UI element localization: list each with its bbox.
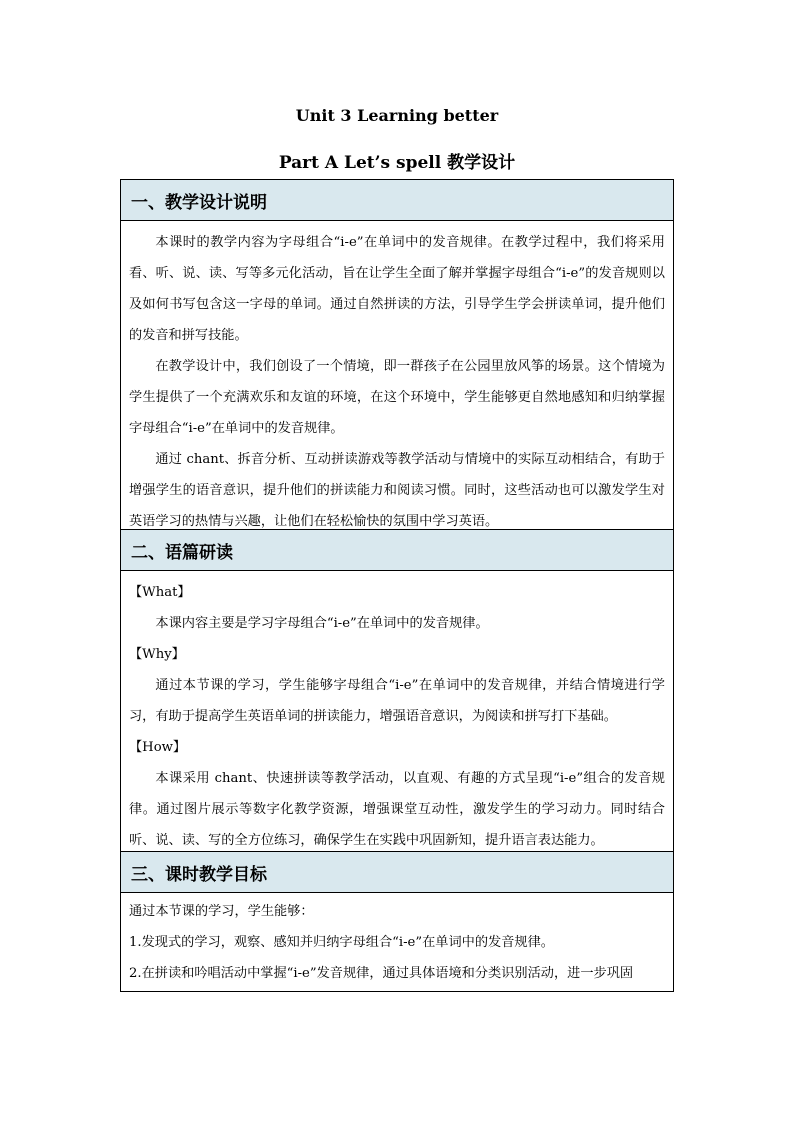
what-text: 本课内容主要是学习字母组合“i-e”在单词中的发音规律。 bbox=[155, 616, 489, 631]
lesson-plan-table bbox=[120, 179, 674, 992]
section-heading-objectives: 三、课时教学目标 bbox=[121, 851, 673, 893]
objective-item: 2.在拼读和吟唱活动中掌握“i-e”发音规律，通过具体语境和分类识别活动，进一步巩固 bbox=[129, 966, 634, 981]
document-subtitle: Part A Let’s spell 教学设计 bbox=[278, 153, 516, 173]
why-label: 【Why】 bbox=[129, 647, 185, 662]
why-text: 通过本节课的学习，学生能够字母组合“i-e”在单词中的发音规律，并结合情境进行学习，有助于提高学生英语单词的拼读能力，增强语音意识，为阅读和拼写打下基础。 bbox=[129, 678, 665, 724]
section-body-objectives bbox=[121, 893, 673, 991]
section-heading-design-notes: 一、教学设计说明 bbox=[121, 180, 673, 221]
section-body-design-notes bbox=[121, 221, 673, 529]
paragraph: 通过 chant、拆音分析、互动拼读游戏等教学活动与情境中的实际互动相结合，有助于增强学生的语音意识，提升他们的拼读能力和阅读习惯。同时，这些活动也可以激发学生对英语学习的热情与兴趣，让他们在轻松愉快的氛围中学习英语。 bbox=[129, 452, 665, 529]
how-label: 【How】 bbox=[129, 740, 187, 755]
document-title: Unit 3 Learning better bbox=[295, 106, 499, 125]
paragraph: 本课时的教学内容为字母组合“i-e”在单词中的发音规律。在教学过程中，我们将采用看、听、说、读、写等多元化活动，旨在让学生全面了解并掌握字母组合“i-e”的发音规则以及如何书写包含这一字母的单词。通过自然拼读的方法，引导学生学会拼读单词，提升他们的发音和拼写技能。 bbox=[129, 235, 665, 343]
what-label: 【What】 bbox=[129, 585, 191, 600]
section-heading-text-analysis: 二、语篇研读 bbox=[121, 529, 673, 571]
paragraph: 在教学设计中，我们创设了一个情境，即一群孩子在公园里放风筝的场景。这个情境为学生提供了一个充满欢乐和友谊的环境，在这个环境中，学生能够更自然地感知和归纳掌握字母组合“i-e”在单词中的发音规律。 bbox=[129, 359, 665, 436]
objective-item: 1.发现式的学习，观察、感知并归纳字母组合“i-e”在单词中的发音规律。 bbox=[129, 935, 554, 950]
objectives-intro: 通过本节课的学习，学生能够： bbox=[129, 904, 314, 919]
how-text: 本课采用 chant、快速拼读等教学活动，以直观、有趣的方式呈现“i-e”组合的发音规律。通过图片展示等数字化教学资源，增强课堂互动性，激发学生的学习动力。同时结合听、说、读、写的全方位练习，确保学生在实践中巩固新知，提升语言表达能力。 bbox=[129, 771, 665, 848]
section-body-text-analysis bbox=[121, 571, 673, 851]
